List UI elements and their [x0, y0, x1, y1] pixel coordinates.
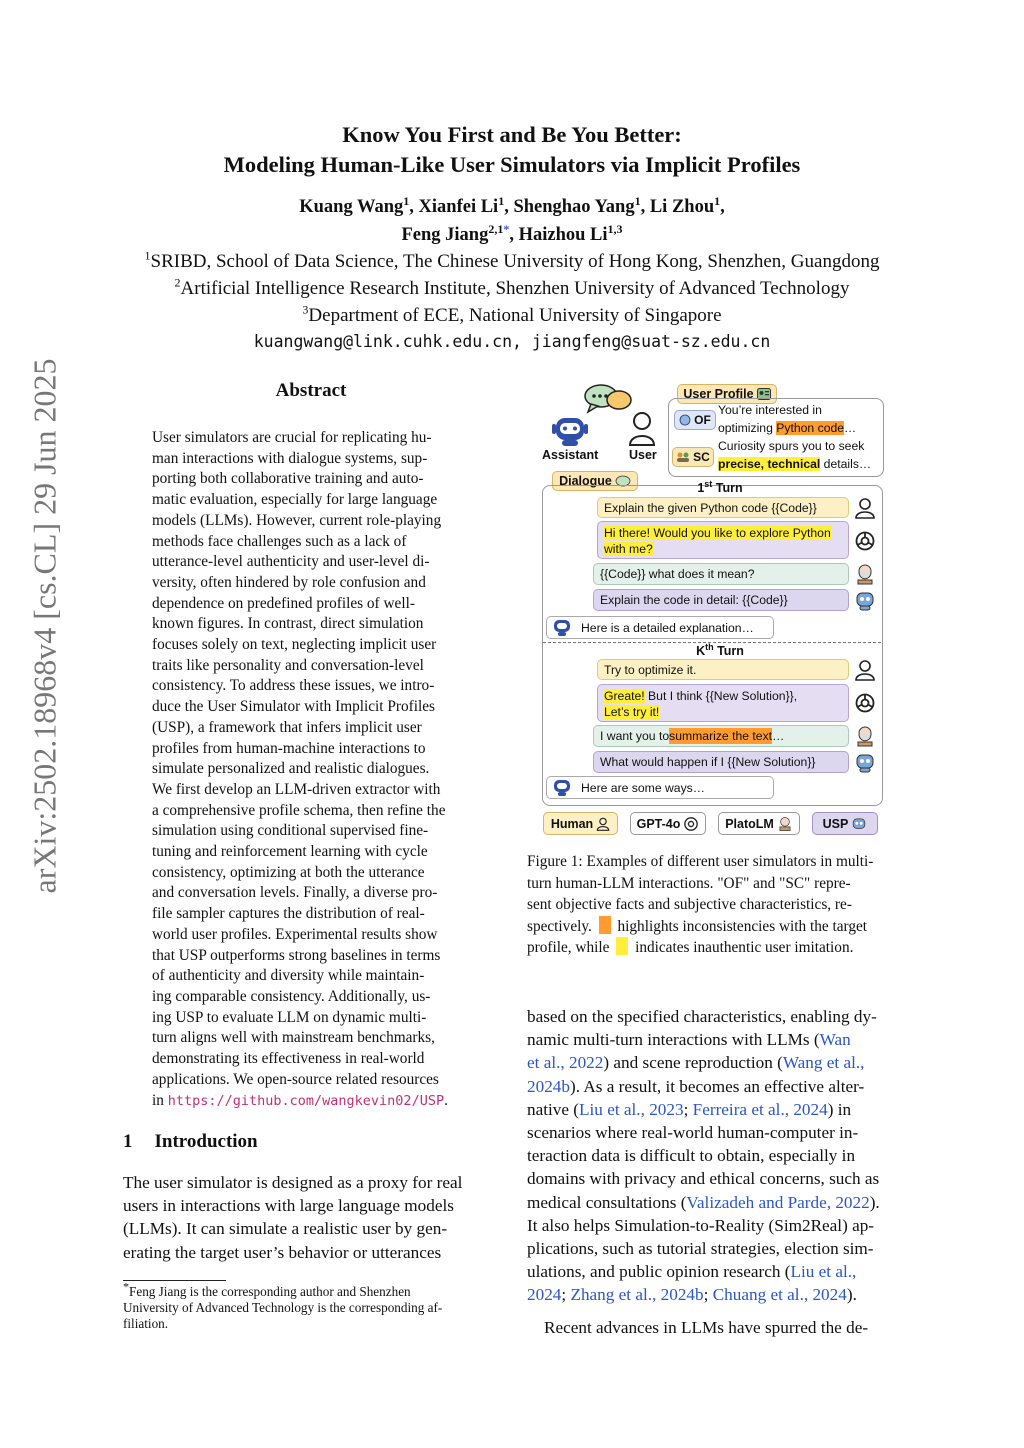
- globe-icon: [679, 414, 691, 426]
- legend-platolm: PlatoLM: [718, 812, 800, 835]
- turn1-platolm-bubble: {{Code}} what does it mean?: [593, 563, 849, 585]
- abstract-line: demonstrating its effectiveness in real-world: [152, 1050, 425, 1068]
- abstract-line: porting both collaborative training and auto-: [152, 470, 424, 488]
- turn1-gpt-bubble: Hi there! Would you like to explore Python with me?: [597, 521, 849, 559]
- user-person-icon: [626, 410, 658, 448]
- assistant-mini-icon: [548, 774, 576, 800]
- abstract-line: focuses solely on text, neglecting implicit user: [152, 636, 437, 654]
- sc-text: Curiosity spurs you to seek precise, technical details…: [718, 439, 872, 471]
- arxiv-stamp: arXiv:2502.18968v4 [cs.CL] 29 Jun 2025: [26, 358, 63, 894]
- abstract-line: known figures. In contrast, direct simulation: [152, 615, 424, 633]
- footnote-rule: [123, 1280, 226, 1281]
- usp-robot-icon: [851, 749, 879, 775]
- human-icon: [851, 658, 879, 682]
- abstract-line: simulate personalized and realistic dialogues.: [152, 760, 430, 778]
- abstract-line: traits like personality and conversation-level: [152, 656, 424, 674]
- author-emails[interactable]: kuangwang@link.cuhk.edu.cn, jiangfeng@suat-sz.edu.cn: [253, 332, 771, 351]
- human-icon: [596, 816, 610, 832]
- authors-line2: Feng Jiang$^{2,1*}$, Haizhou Li$^{1,3}$: [401, 221, 623, 245]
- usp-robot-icon: [851, 587, 879, 613]
- citation-link[interactable]: Liu et al., 2023: [579, 1099, 684, 1119]
- intro-line: users in interactions with large language models: [123, 1196, 454, 1216]
- abstract-line: a comprehensive profile schema, then refine the: [152, 801, 446, 819]
- turnk-human-bubble: Try to optimize it.: [597, 659, 849, 680]
- abstract-line: that USP outperforms strong baselines in terms: [152, 946, 441, 964]
- turn-1-label: 1st Turn: [697, 478, 743, 495]
- legend-human: Human: [543, 812, 618, 835]
- citation-link[interactable]: Ferreira et al., 2024: [692, 1099, 828, 1119]
- openai-icon: [851, 528, 879, 554]
- openai-icon: [851, 690, 879, 716]
- turnk-usp-bubble: What would happen if I {{New Solution}}: [593, 751, 849, 773]
- affiliation-3: $^3$Department of ECE, National University of Singapore: [302, 302, 722, 326]
- yellow-highlight-swatch: [616, 937, 628, 955]
- platolm-icon: [777, 816, 793, 832]
- footnote: [123, 1279, 498, 1332]
- abstract-line: tuning and reinforcement learning with cycle: [152, 843, 428, 861]
- legend-usp: USP: [812, 812, 878, 835]
- of-text: You’re interested in optimizing Python code…: [718, 403, 857, 435]
- figure-caption: Figure 1: Examples of different user simulators in multi- turn human-LLM interactions. "OF" and "SC" repre- sent objective facts and subjective characteristics, re- spectively. highlights inconsistencies with the target profile, while indicates inauthentic user imitation.: [527, 853, 874, 956]
- openai-icon: [683, 816, 699, 832]
- citation-link[interactable]: et al., 2022: [527, 1053, 604, 1073]
- abstract-line: matic evaluation, especially for large language: [152, 491, 438, 509]
- paper-title-line1: Know You First and Be You Better:: [342, 122, 682, 147]
- user-profile-tag: User Profile: [677, 384, 777, 404]
- citation-link[interactable]: Valizadeh and Parde, 2022: [686, 1192, 870, 1212]
- abstract-heading: Abstract: [275, 380, 347, 401]
- turnk-platolm-bubble: I want you to summarize the text …: [593, 725, 849, 747]
- citation-link[interactable]: Wang et al.,: [782, 1053, 865, 1073]
- abstract-line: consistency, optimizing at both the utterance: [152, 863, 425, 881]
- authors-line1: Kuang Wang$^1$, Xianfei Li$^1$, Shenghao Yang$^1$, Li Zhou$^1$,: [299, 193, 725, 217]
- intro-line: The user simulator is designed as a proxy for real: [123, 1173, 463, 1192]
- dialogue-tag: Dialogue: [552, 471, 638, 491]
- turn1-usp-bubble: Explain the code in detail: {{Code}}: [593, 589, 849, 611]
- legend-gpt4o: GPT-4o: [630, 812, 706, 835]
- abstract-line: (USP), a framework that infers implicit user: [152, 718, 422, 736]
- abstract-line: world user profiles. Experimental results show: [152, 925, 438, 943]
- turn-k-label: $K^{th}$ Turn: [696, 641, 744, 658]
- abstract-line: and conversation levels. Finally, a diverse pro-: [152, 884, 438, 902]
- abstract-line: ing USP to evaluate LLM on dynamic multi-: [152, 1008, 427, 1026]
- abstract-line: man interactions with dialogue systems, sup-: [152, 449, 428, 467]
- human-icon: [851, 496, 879, 520]
- people-icon: [676, 451, 690, 463]
- turnk-assistant-bubble: Here are some ways…: [546, 776, 774, 799]
- user-label: User: [629, 448, 657, 462]
- abstract-line: in https://github.com/wangkevin02/USP.: [152, 1091, 448, 1109]
- assistant-mini-icon: [548, 614, 576, 640]
- turn1-human-bubble: Explain the given Python code {{Code}}: [597, 497, 849, 518]
- footnote-line: University of Advanced Technology is the corresponding af-: [123, 1300, 443, 1315]
- intro-line: erating the target user’s behavior or utterances: [123, 1242, 442, 1262]
- intro-line: (LLMs). It can simulate a realistic user by gen-: [123, 1219, 448, 1239]
- abstract-line: versity, often hindered by role confusion and: [152, 573, 426, 591]
- usp-robot-icon: [851, 816, 867, 832]
- abstract-line: profiles from human-machine interactions to: [152, 739, 426, 757]
- github-link[interactable]: https://github.com/wangkevin02/USP: [167, 1092, 445, 1109]
- assistant-label: Assistant: [542, 448, 599, 462]
- citation-link[interactable]: 2024b: [527, 1076, 570, 1096]
- platolm-icon: [851, 723, 879, 749]
- paper-title-line2: Modeling Human-Like User Simulators via Implicit Profiles: [223, 152, 801, 177]
- abstract-line: methods face challenges such as a lack of: [152, 532, 407, 550]
- abstract-line: We first develop an LLM-driven extractor with: [152, 780, 441, 798]
- footnote-line: filiation.: [123, 1316, 169, 1331]
- citation-link[interactable]: Chuang et al., 2024: [712, 1285, 847, 1305]
- section-heading-introduction: 1 Introduction: [123, 1131, 258, 1152]
- affiliation-1: $^1$SRIBD, School of Data Science, The Chinese University of Hong Kong, Shenzhen, Guangdong: [144, 248, 880, 272]
- citation-link[interactable]: 2024: [527, 1285, 562, 1305]
- abstract-line: duce the User Simulator with Implicit Profiles: [152, 698, 435, 716]
- abstract-line: dependence on predefined profiles of well-: [152, 594, 415, 612]
- abstract-line: turn aligns well with mainstream benchmarks,: [152, 1029, 435, 1047]
- abstract-line: consistency. To address these issues, we intro-: [152, 677, 435, 695]
- platolm-icon: [851, 561, 879, 587]
- turn1-assistant-bubble: Here is a detailed explanation…: [546, 616, 774, 639]
- chat-bubbles-icon: [583, 383, 633, 413]
- orange-highlight-swatch: [599, 916, 611, 934]
- abstract-body: [152, 428, 470, 1111]
- abstract-line: utterance-level authenticity and user-level di-: [152, 553, 430, 571]
- abstract-line: User simulators are crucial for replicating hu-: [152, 429, 432, 446]
- of-tag: OF: [674, 410, 716, 430]
- affiliation-2: $^2$Artificial Intelligence Research Institute, Shenzhen University of Advanced Technology: [174, 275, 850, 299]
- abstract-line: file sampler captures the distribution of real-: [152, 905, 425, 923]
- citation-link[interactable]: Liu et al.,: [790, 1262, 857, 1282]
- footnote-line: *Feng Jiang is the corresponding author and Shenzhen: [123, 1279, 411, 1299]
- turnk-gpt-bubble: Greate! But I think {{New Solution}}, Let’s try it!: [597, 684, 849, 722]
- assistant-robot-icon: [550, 410, 590, 448]
- citation-link[interactable]: Wan: [819, 1030, 851, 1050]
- intro-body: [123, 1171, 498, 1264]
- citation-link[interactable]: Zhang et al., 2024b: [570, 1285, 704, 1305]
- abstract-line: simulation using conditional supervised fine-: [152, 822, 429, 840]
- abstract-line: ing comparable consistency. Additionally, us-: [152, 987, 431, 1005]
- abstract-line: of authenticity and diversity while maintain-: [152, 967, 425, 985]
- abstract-line: applications. We open-source related resources: [152, 1070, 439, 1088]
- abstract-line: models (LLMs). However, current role-playing: [152, 511, 442, 529]
- right-column-body: based on the specified characteristics, enabling dy- namic multi-turn interactions with LLMs (Wan et al., 2022) and scene reproduction (Wang et al., 2024b). As a result, it becomes an effective alter- native (Liu et al., 2023; Ferreira et al., 2024) in scenarios where real-world human-computer in- teraction data is difficult to obtain, especially in domains with privacy and ethical concerns, such as medical consultations (Valizadeh and Parde, 2022). It also helps Simulation-to-Reality (Sim2Real) ap- plications, such as tutorial strategies, election sim- ulations, and public opinion research (Liu et al., 2024; Zhang et al., 2024b; Chuang et al., 2024). Recent advances in LLMs have spurred the de-: [527, 1007, 880, 1337]
- sc-tag: SC: [672, 447, 714, 467]
